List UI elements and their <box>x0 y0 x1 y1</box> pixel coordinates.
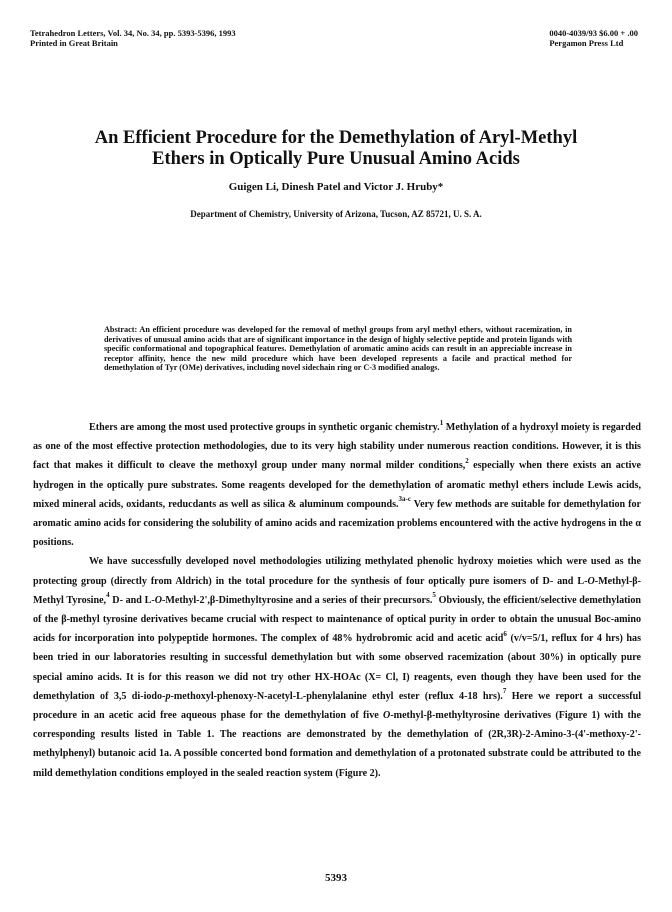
page-number: 5393 <box>325 872 347 884</box>
text-run: -Methyl-2',β-Dimethyltyrosine and a series of their precursors. <box>161 594 433 606</box>
text-run: Ethers are among the most used protective groups in synthetic organic chemistry. <box>89 422 440 433</box>
italic-run: O <box>383 710 391 722</box>
title-line-2: Ethers in Optically Pure Unusual Amino Acids <box>152 149 520 169</box>
text-run: Here we report a successful procedure in an acetic acid free aqueous phase for the demethylation of five <box>33 690 641 722</box>
text-run: D- and L- <box>109 594 155 606</box>
italic-run: O <box>587 575 595 587</box>
body-text <box>33 418 641 783</box>
affiliation: Department of Chemistry, University of Arizona, Tucson, AZ 85721, U. S. A. <box>190 209 482 219</box>
printed-in-line: Printed in Great Britain <box>30 38 118 48</box>
text-run: -Methyl-β-Methyl Tyrosine, <box>33 575 641 606</box>
text-run: -methyl-β-methyltyrosine derivatives (Figure 1) with the corresponding results listed in Table 1. The reactions are demonstrated by the demethylation of (2R,3R)-2-Amino-3-(4'-methoxy-2'-methylphenyl) butanoic acid 1a. A possible concerted bond formation and demethylation of a protonated substrate could be attributed to the mild demethylation conditions employed in the sealed reaction system (Figure 2). <box>33 710 641 779</box>
reference-marker: 4 <box>106 591 110 600</box>
issn-price-line: 0040-4039/93 $6.00 + .00 <box>549 28 638 38</box>
reference-marker: 3a-c <box>398 495 411 504</box>
reference-marker: 5 <box>432 591 436 600</box>
author-list: Guigen Li, Dinesh Patel and Victor J. Hruby* <box>228 181 444 193</box>
publisher-line: Pergamon Press Ltd <box>549 38 624 48</box>
title-line-1: An Efficient Procedure for the Demethylation of Aryl-Methyl <box>94 128 578 148</box>
paragraph-2 <box>33 552 641 782</box>
reference-marker: 2 <box>465 457 469 466</box>
publisher-code <box>549 28 638 48</box>
reference-marker: 1 <box>439 418 444 427</box>
text-run: Methylation of a hydroxyl moiety is regarded as one of the most effective protection methodologies, due to its very high stability under numerous reaction conditions. However, it is this fact that makes it difficult to cleave the methoxyl group under many normal milder conditions, <box>33 422 641 472</box>
paragraph-1 <box>33 418 641 552</box>
reference-marker: 6 <box>503 629 507 638</box>
text-run: Obviously, the efficient/selective demethylation of the β-methyl tyrosine derivatives became crucial with respect to maintenance of optical purity in order to obtain the unusual Boc-amino acids for incorporation into polypeptide hormones. The complex of 48% hydrobromic acid and acetic acid <box>33 594 641 645</box>
italic-run: O <box>154 594 162 606</box>
text-run: especially when there exists an active hydrogen in the optically pure substrates. Some reagents developed for the demethylation of aromatic methyl ethers include Lewis acids, mixed mineral acids, oxidants, reducdants as well as silica & aluminum compounds. <box>33 460 641 510</box>
italic-run: p <box>165 690 171 702</box>
text-run: Very few methods are suitable for demethylation for aromatic amino acids for considering the solubility of amino acids and racemization problems encountered with the active hydrogens in the α positions. <box>33 498 641 549</box>
paper-title <box>60 128 612 170</box>
text-run: -methoxyl-phenoxy-N-acetyl-L-phenylalanine ethyl ester (reflux 4-18 hrs). <box>170 690 503 702</box>
journal-citation <box>30 28 236 48</box>
journal-citation-line: Tetrahedron Letters, Vol. 34, No. 34, pp. 5393-5396, 1993 <box>30 28 236 38</box>
reference-marker: 7 <box>502 687 507 696</box>
text-run: (v/v=5/1, reflux for 4 hrs) has been tried in our laboratories resulting in successful demethylation but with some observed racemization (about 30%) in optically pure special amino acids. It is for this reason we did not try other HX-HOAc (X= Cl, I) reagents, even though they have been used for the demethylation of 3,5 di-iodo- <box>33 633 642 702</box>
text-run: We have successfully developed novel methodologies utilizing methylated phenolic hydroxy moieties which were used as the protecting group (directly from Aldrich) in the total procedure for the synthesis of four optically pure isomers of D- and L- <box>33 556 641 587</box>
abstract: Abstract: An efficient procedure was developed for the removal of methyl groups from aryl methyl ethers, without racemization, in derivatives of unusual amino acids that are of significant importance in the design of highly selective peptide and protein ligands with specific conformational and topographical features. Demethylation of aromatic amino acids can result in an appreciable increase in receptor affinity, hence the new mild procedure which have been developed represents a facile and practical method for demethylation of Tyr (OMe) derivatives, including novel sidechain ring or C-3 modified analogs. <box>104 325 572 373</box>
